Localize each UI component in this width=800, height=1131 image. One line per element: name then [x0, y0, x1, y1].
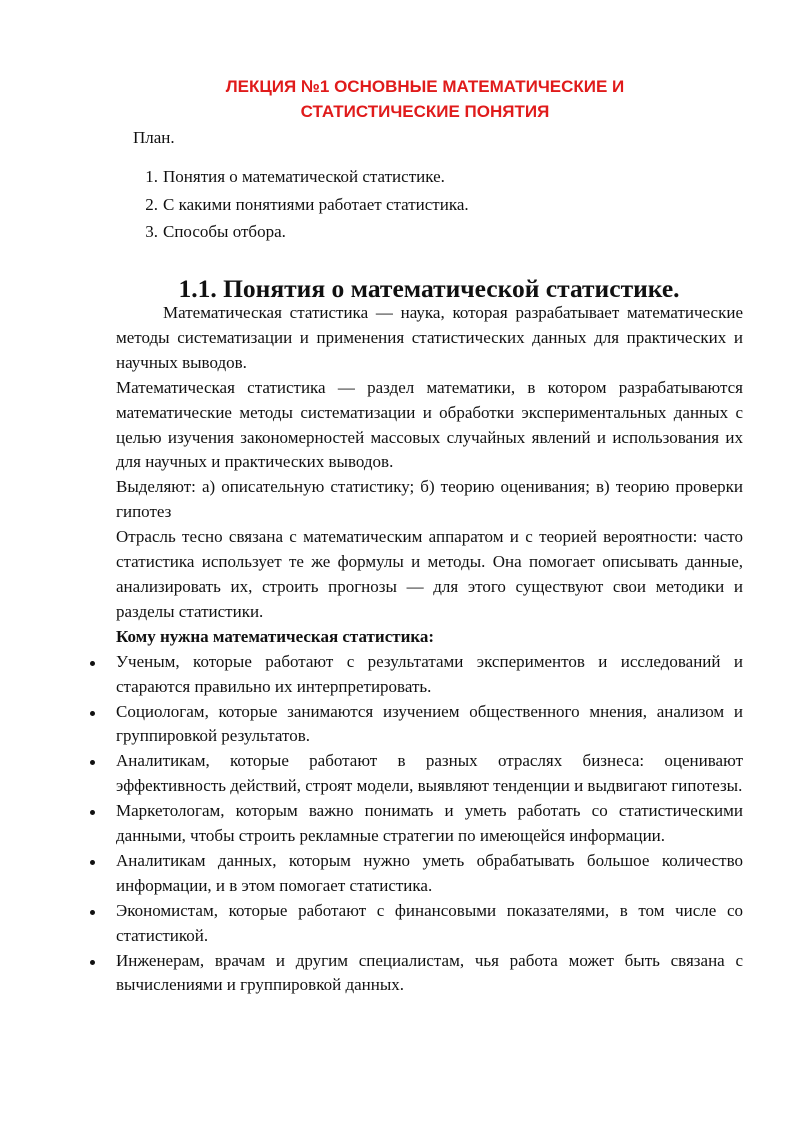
plan-item [118, 163, 469, 191]
plan-item-number: 2. [145, 194, 158, 214]
paragraph-divisions: Выделяют: а) описательную статистику; б) теорию оценивания; в) теорию проверки гипотез [116, 477, 743, 522]
plan-item-number: 3. [145, 222, 158, 241]
plan-item [118, 218, 469, 246]
list-item-text: Экономистам, которые работают с финансовыми показателями, в том числе со статистикой. [116, 900, 743, 945]
section-body [116, 301, 743, 998]
list-item-text: Маркетологам, которым важно понимать и уметь работать со статистическими данными, чтобы строить рекламные стратегии по имеющейся информации. [116, 801, 743, 846]
bullet-icon [90, 661, 95, 666]
list-item [116, 700, 743, 750]
list-item [116, 650, 743, 700]
list-item [116, 899, 743, 949]
list-item [116, 849, 743, 899]
bullet-icon [90, 960, 95, 965]
paragraph-definition-1: Математическая статистика — наука, которая разрабатывает математические методы систематизации и применения статистических данных для практических и научных выводов. [116, 303, 743, 372]
bullet-icon [90, 860, 95, 865]
paragraph-definition-2: Математическая статистика — раздел математики, в котором разрабатываются математические методы систематизации и обработки экспериментальных данных с целью изучения закономерностей массовых случайных явлений и использования их для научных и практических выводов. [116, 377, 743, 472]
lecture-title-line-2: СТАТИСТИЧЕСКИЕ ПОНЯТИЯ [300, 102, 550, 121]
plan-item-number: 1. [145, 167, 158, 186]
bullet-icon [90, 711, 95, 716]
plan-item-text: Способы отбора. [163, 222, 286, 241]
bullet-icon [90, 910, 95, 915]
list-item-text: Социологам, которые занимаются изучением общественного мнения, анализом и группировкой результатов. [116, 701, 743, 746]
plan-label: План. [133, 128, 175, 147]
plan-item-text: С какими понятиями работает статистика. [163, 194, 469, 214]
list-item [116, 949, 743, 999]
list-item [116, 799, 743, 849]
paragraph-relation: Отрасль тесно связана с математическим аппаратом и с теорией вероятности: часто статистика использует те же формулы и методы. Она помогает описывать данные, анализировать их, строить прогнозы — для этого существуют свои методики и разделы статистики. [116, 527, 743, 621]
list-item-text: Аналитикам, которые работают в разных отраслях бизнеса: оценивают эффективность действий, строят модели, выявляют тенденции и выдвигают гипотезы. [116, 751, 743, 796]
plan-item [118, 191, 469, 219]
bullet-icon [90, 810, 95, 815]
list-item-text: Аналитикам данных, которым нужно уметь обрабатывать большое количество информации, и в этом помогает статистика. [116, 850, 743, 895]
lecture-title [140, 74, 710, 124]
lecture-title-line-1: ЛЕКЦИЯ №1 ОСНОВНЫЕ МАТЕМАТИЧЕСКИЕ И [225, 77, 625, 96]
bullet-icon [90, 760, 95, 765]
list-item-text: Инженерам, врачам и другим специалистам, чья работа может быть связана с вычислениями и группировкой данных. [116, 950, 743, 995]
who-needs-list [116, 650, 743, 999]
plan-list [118, 163, 469, 246]
section-heading: 1.1. Понятия о математической статистике. [178, 274, 680, 303]
list-item [116, 749, 743, 799]
who-needs-heading: Кому нужна математическая статистика: [116, 626, 435, 646]
list-item-text: Ученым, которые работают с результатами экспериментов и исследований и стараются правильно их интерпретировать. [116, 651, 743, 696]
plan-item-text: Понятия о математической статистике. [163, 167, 445, 186]
